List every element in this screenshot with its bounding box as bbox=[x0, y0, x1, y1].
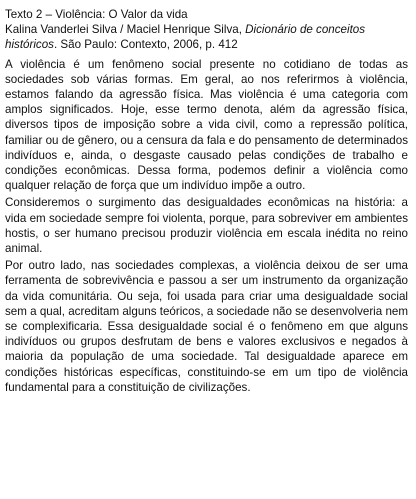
citation-book-title: Dicionário de conceitos históricos bbox=[5, 23, 366, 52]
paragraph-1: A violência é um fenômeno social presente no cotidiano de todas as sociedades sob várias formas. Em geral, ao nos referirmos à violência, estamos falando da agressão física. Mas violência é uma categoria com amplos significados. Hoje, esse termo denota, além da agressão física, diversos tipos de imposição sobre a vida civil, como a repressão política, familiar ou de gênero, ou a censura da fala e do pensamento de determinados indivíduos e, ainda, o desgaste causado pelas condições de trabalho e condições econômicas. Dessa forma, podemos definir a violência como qualquer relação de força que um indivíduo impõe a outro. bbox=[5, 57, 408, 193]
citation-publication: . São Paulo: Contexto, 2006, p. 412 bbox=[53, 38, 238, 52]
citation bbox=[5, 22, 408, 52]
paragraph-3: Por outro lado, nas sociedades complexas, a violência deixou de ser uma ferramenta de sobrevivência e passou a ser um instrumento da organização da vida comunitária. Ou seja, foi usada para criar uma desigualdade social sem a qual, acreditam alguns teóricos, a sociedade não se desenvolveria nem se complexificaria. Essa desigualdade social é o fenômeno em que alguns indivíduos ou grupos desfrutam de bens e valores exclusivos e negados à maioria da população de uma sociedade. Tal desigualdade aparece em condições históricas específicas, constituindo-se em um tipo de violência fundamental para a constituição de civilizações. bbox=[5, 259, 408, 394]
paragraph-2: Consideremos o surgimento das desigualdades econômicas na história: a vida em sociedade sempre foi violenta, porque, para sobreviver em ambientes hostis, o ser humano precisou produzir violência em escala inédita no reino animal. bbox=[5, 196, 408, 256]
citation-authors: Kalina Vanderlei Silva / Maciel Henrique Silva, bbox=[5, 23, 242, 37]
document-page bbox=[5, 7, 408, 397]
text-title: Texto 2 – Violência: O Valor da vida bbox=[5, 8, 188, 21]
